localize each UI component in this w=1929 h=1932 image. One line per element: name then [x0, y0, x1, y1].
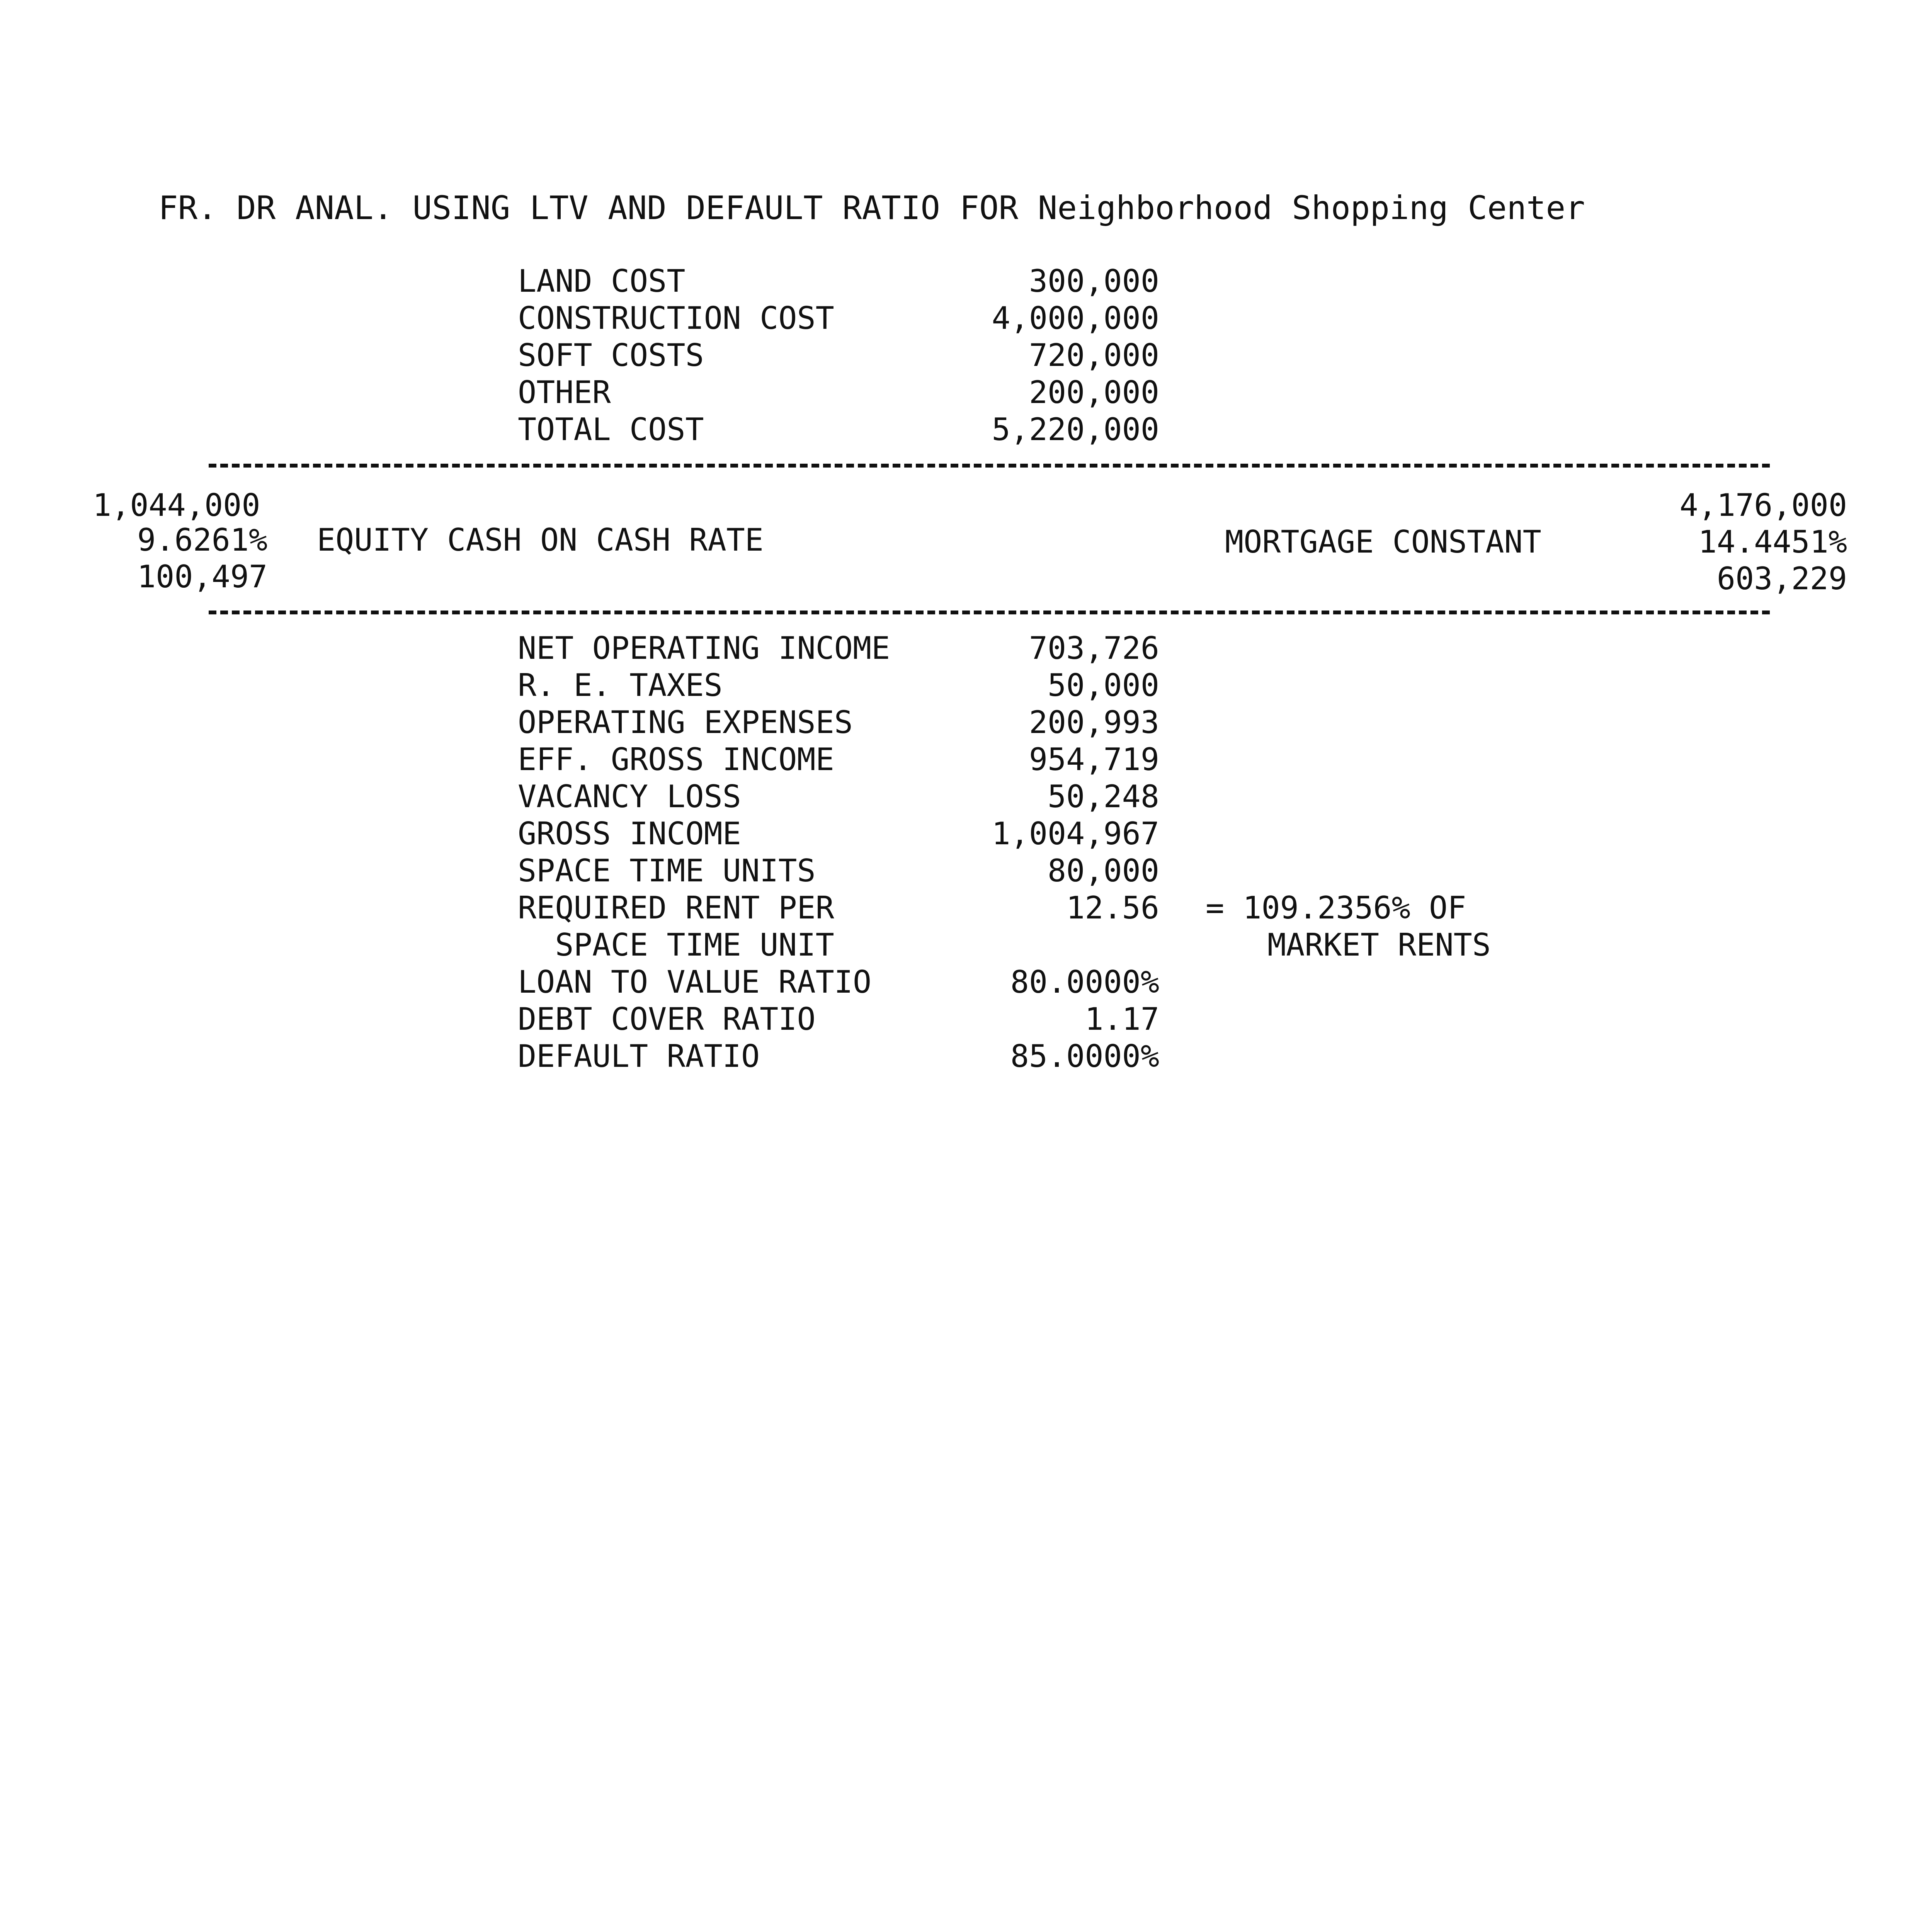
- cost-value-other: 200,000: [1029, 374, 1159, 410]
- income-label-required-rent: REQUIRED RENT PER: [518, 890, 834, 926]
- cost-label-soft: SOFT COSTS: [518, 337, 704, 373]
- market-rent-note-line2: MARKET RENTS: [1267, 927, 1491, 963]
- mortgage-label: MORTGAGE CONSTANT: [1225, 524, 1541, 560]
- income-value-egi: 954,719: [1029, 742, 1159, 777]
- income-label-taxes: R. E. TAXES: [518, 667, 723, 703]
- income-label-ltv: LOAN TO VALUE RATIO: [518, 964, 872, 1000]
- divider-bottom: [209, 611, 1770, 614]
- income-label-opex: OPERATING EXPENSES: [518, 704, 853, 740]
- equity-label: EQUITY CASH ON CASH RATE: [317, 522, 764, 558]
- market-rent-note-line1: = 109.2356% OF: [1206, 890, 1466, 926]
- income-value-required-rent: 12.56: [1066, 890, 1159, 926]
- equity-amount: 1,044,000: [93, 487, 260, 523]
- income-value-gross: 1,004,967: [992, 816, 1159, 852]
- income-value-dcr: 1.17: [1085, 1001, 1159, 1037]
- income-value-default: 85.0000%: [1010, 1038, 1159, 1074]
- cost-value-total: 5,220,000: [992, 412, 1159, 447]
- page-title: FR. DR ANAL. USING LTV AND DEFAULT RATIO FOR Neighborhood Shopping Center: [158, 189, 1585, 227]
- income-value-ltv: 80.0000%: [1010, 964, 1159, 1000]
- income-label-dcr: DEBT COVER RATIO: [518, 1001, 816, 1037]
- income-label-default: DEFAULT RATIO: [518, 1038, 760, 1074]
- income-value-space-units: 80,000: [1048, 853, 1159, 889]
- cost-label-total: TOTAL COST: [518, 412, 704, 447]
- cost-value-soft: 720,000: [1029, 337, 1159, 373]
- cost-value-construction: 4,000,000: [992, 300, 1159, 336]
- cost-value-land: 300,000: [1029, 263, 1159, 299]
- mortgage-constant: 14.4451%: [1698, 524, 1847, 560]
- income-label-space-units: SPACE TIME UNITS: [518, 853, 816, 889]
- mortgage-payment: 603,229: [1716, 561, 1847, 597]
- income-label-vacancy: VACANCY LOSS: [518, 779, 741, 815]
- cost-label-construction: CONSTRUCTION COST: [518, 300, 834, 336]
- income-label-noi: NET OPERATING INCOME: [518, 630, 890, 666]
- income-value-taxes: 50,000: [1048, 667, 1159, 703]
- income-value-noi: 703,726: [1029, 630, 1159, 666]
- divider-top: [209, 464, 1770, 468]
- income-value-opex: 200,993: [1029, 704, 1159, 740]
- mortgage-amount: 4,176,000: [1679, 487, 1847, 523]
- income-label-space-time-unit: SPACE TIME UNIT: [518, 927, 834, 963]
- income-value-vacancy: 50,248: [1048, 779, 1159, 815]
- income-label-egi: EFF. GROSS INCOME: [518, 742, 834, 777]
- cost-label-land: LAND COST: [518, 263, 686, 299]
- equity-cash-flow: 100,497: [137, 559, 268, 595]
- equity-rate: 9.6261%: [137, 522, 268, 558]
- income-label-gross: GROSS INCOME: [518, 816, 741, 852]
- cost-label-other: OTHER: [518, 374, 611, 410]
